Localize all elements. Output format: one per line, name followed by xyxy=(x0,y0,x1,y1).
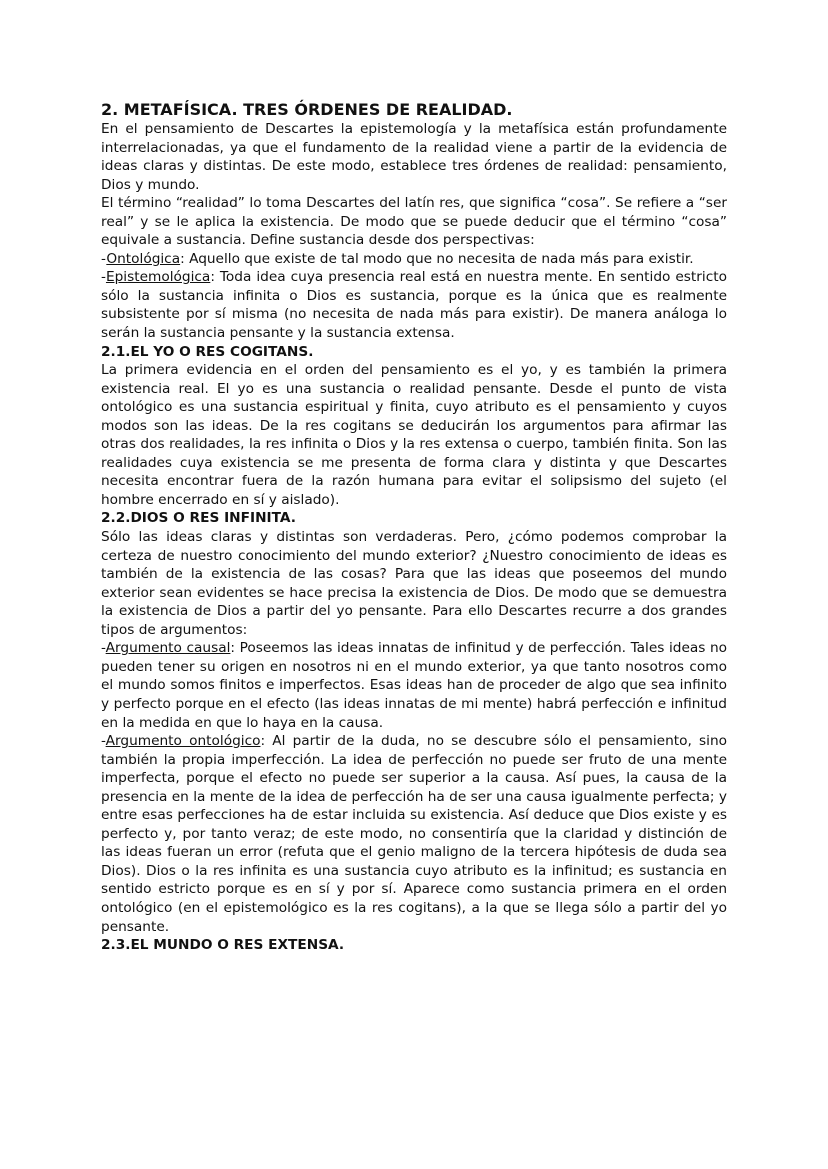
subsection-title-dios: 2.2.DIOS O RES INFINITA. xyxy=(101,510,296,527)
argumento-causal-term: Argumento causal xyxy=(105,640,231,657)
epistemologica-paragraph xyxy=(101,268,727,342)
dios-paragraph: Sólo las ideas claras y distintas son verdaderas. Pero, ¿cómo podemos comprobar la certeza de nuestro conocimiento del mundo exterior? ¿Nuestro conocimiento de ideas es también de la existencia de las cosas? Para que las ideas que poseemos del mundo exterior sean evidentes se hace precisa la existencia de Dios. De modo que se demuestra la existencia de Dios a partir del yo pensante. Para ello Descartes recurre a dos grandes tipos de argumentos: xyxy=(101,529,727,638)
realidad-paragraph: El término “realidad” lo toma Descartes del latín res, que significa “cosa”. Se refiere a “ser real” y se le aplica la existencia. De modo que se puede deducir que el término “cosa” equivale a sustancia. Define sustancia desde dos perspectivas: xyxy=(101,195,727,249)
dash: - xyxy=(101,250,107,267)
document-page xyxy=(101,99,727,955)
argumento-ontologico-term: Argumento ontológico xyxy=(105,733,261,750)
argumento-ontologico-text: : Al partir de la duda, no se descubre sólo el pensamiento, sino también la propia imperfección. La idea de perfección no puede ser fruto de una mente imperfecta, porque el efecto no puede ser superior a la causa. Así pues, la causa de la presencia en la mente de la idea de perfección ha de ser una causa igualmente perfecta; y entre esas perfecciones ha de estar incluida su existencia. Así deduce que Dios existe y es perfecto y, por tanto veraz; de este modo, no consentiría que la claridad y distinción de las ideas fueran un error (refuta que el genio maligno de la tercera hipótesis de duda sea Dios). Dios o la res infinita es una sustancia cuyo atributo es la infinitud; es sustancia en sentido estricto porque es en sí y por sí. Aparece como sustancia primera en el orden ontológico (en el epistemológico es la res cogitans), a la que se llega sólo a partir del yo pensante. xyxy=(101,733,727,935)
argumento-causal-text: : Poseemos las ideas innatas de infinitud y de perfección. Tales ideas no pueden tener su origen en nosotros ni en el mundo exterior, ya que tanto nosotros como el mundo somos finitos e imperfectos. Esas ideas han de proceder de algo que sea infinito y perfecto porque en el efecto (las ideas innatas de mi mente) habrá perfección e infinitud en la medida en que lo haya en la causa. xyxy=(101,640,728,731)
subsection-title-mundo: 2.3.EL MUNDO O RES EXTENSA. xyxy=(101,937,345,954)
argumento-causal-paragraph xyxy=(101,639,727,732)
dash: - xyxy=(101,640,106,657)
dash: - xyxy=(101,733,106,750)
yo-paragraph: La primera evidencia en el orden del pensamiento es el yo, y es también la primera existencia real. El yo es una sustancia o realidad pensante. Desde el punto de vista ontológico es una sustancia espiritual y finita, cuyo atributo es el pensamiento y cuyos modos son las ideas. De la res cogitans se deducirán los argumentos para afirmar las otras dos realidades, la res infinita o Dios y la res extensa o cuerpo, también finita. Son las realidades cuya existencia se me presenta de forma clara y distinta y que Descartes necesita encontrar fuera de la razón humana para evitar el solipsismo del sujeto (el hombre encerrado en sí y aislado). xyxy=(101,362,727,508)
section-title: 2. METAFÍSICA. TRES ÓRDENES DE REALIDAD. xyxy=(101,100,513,119)
dash: - xyxy=(101,269,106,286)
subsection-title-yo: 2.1.EL YO O RES COGITANS. xyxy=(101,343,314,360)
ontologica-term: Ontológica xyxy=(106,250,181,267)
argumento-ontologico-paragraph xyxy=(101,732,727,936)
ontologica-text: : Aquello que existe de tal modo que no necesita de nada más para existir. xyxy=(180,250,694,267)
ontologica-paragraph xyxy=(101,250,727,269)
epistemologica-term: Epistemológica xyxy=(105,269,211,286)
intro-paragraph: En el pensamiento de Descartes la epistemología y la metafísica están profundamente interrelacionadas, ya que el fundamento de la realidad viene a partir de la evidencia de ideas claras y distintas. De este modo, establece tres órdenes de realidad: pensamiento, Dios y mundo. xyxy=(101,121,727,193)
epistemologica-text: : Toda idea cuya presencia real está en nuestra mente. En sentido estricto sólo la sustancia infinita o Dios es sustancia, porque es la única que es realmente subsistente por sí misma (no necesita de nada más para existir). De manera análoga lo serán la sustancia pensante y la sustancia extensa. xyxy=(101,269,727,342)
